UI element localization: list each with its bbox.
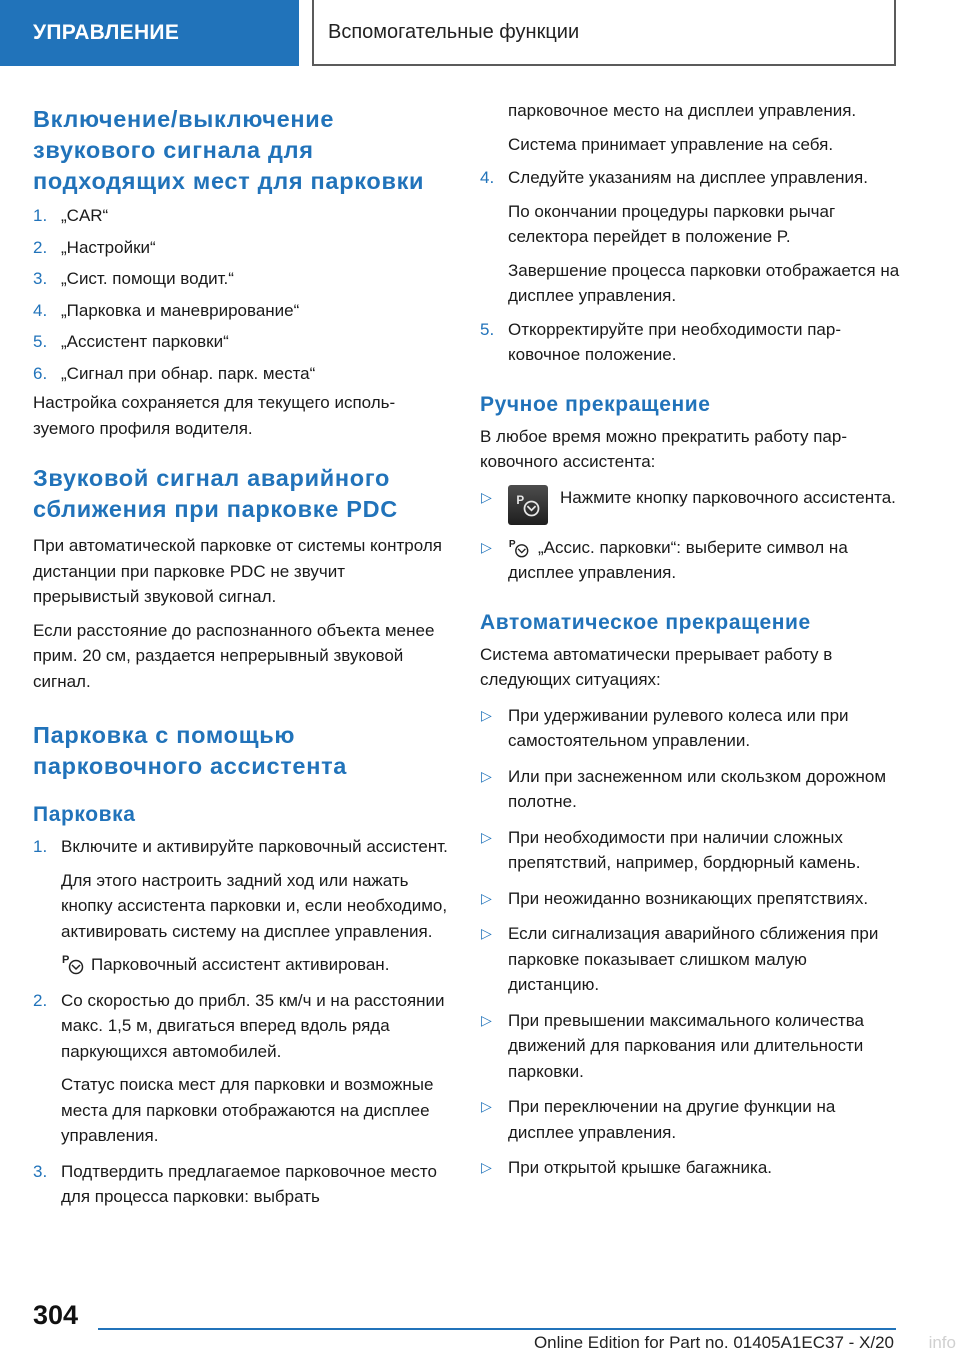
auto-item-text: При необходимости при наличии сложных препятствий, например, бордюрный камень.: [508, 827, 861, 872]
bullet-triangle-icon: ▷: [481, 706, 492, 723]
step3-result: Система принимает управление на себя.: [508, 134, 834, 154]
step-text: „Парковка и маневрирование“: [61, 300, 300, 320]
svg-text:P: P: [516, 493, 525, 507]
section-label: УПРАВЛЕНИЕ: [33, 21, 180, 44]
parking-button-icon: [508, 485, 548, 525]
list-item: [480, 317, 900, 368]
step-number: 3.: [33, 269, 48, 288]
list-item: [33, 266, 448, 292]
step1-detail: Для этого настроить задний ход или нажать кнопку ассистента парковки и, если необходимо, активировать систему на дисплее управления.: [61, 870, 448, 941]
step-number: 2.: [33, 990, 48, 1010]
bullet-triangle-icon: ▷: [481, 488, 492, 505]
manual-bullet-2: [480, 535, 900, 586]
pdc-title: Звуковой сигнал аварийного сближения при парковке PDC: [33, 465, 398, 522]
list-item: [33, 329, 448, 355]
manual-paragraph: В любое время можно прекратить работу парковочного ассистента:: [480, 426, 847, 471]
step-number: 4.: [480, 168, 495, 187]
watermark: info: [928, 1333, 956, 1352]
step4-detail-1: По окончании процедуры парковки рычаг селектора перейдет в положение P.: [508, 201, 836, 246]
auto-item-text: При удерживании рулевого колеса или при самостоятельном управлении.: [508, 705, 849, 750]
chapter-label: Вспомогательные функции: [328, 20, 580, 43]
list-item: [33, 235, 448, 261]
list-item: [33, 203, 448, 229]
step-text: Откорректируйте при необходимости парковочное положение.: [508, 319, 841, 364]
parking-assistant-icon: [61, 952, 85, 976]
auto-paragraph: Система автоматически прерывает работу в следующих ситуациях:: [480, 644, 833, 689]
step-number: 1.: [33, 837, 48, 856]
list-item: [480, 703, 900, 754]
step-text: „Ассистент парковки“: [61, 332, 229, 351]
step-number: 6.: [33, 363, 48, 383]
step1-icon-line: [33, 952, 448, 978]
sound-title: Включение/выключение звукового сигнала для подходящих мест для парковки: [33, 106, 425, 194]
pdc-paragraph-2: Если расстояние до распознанного объекта менее прим. 20 см, раздается непрерывный звуковой сигнал.: [33, 620, 435, 691]
manual-title: Ручное прекращение: [480, 392, 711, 416]
svg-text:P: P: [508, 539, 516, 551]
step-number: 3.: [33, 1161, 48, 1181]
list-item: [33, 834, 448, 860]
section-tab: [0, 0, 299, 66]
auto-item-text: При переключении на другие функции на дисплее управления.: [508, 1097, 836, 1142]
step-text: „Сист. помощи водит.“: [61, 269, 234, 288]
bullet-triangle-icon: ▷: [481, 828, 492, 845]
manual-bullet-2-text: „Ассис. парковки“: выберите символ на дисплее управления.: [508, 537, 848, 582]
manual-bullet-1: [480, 485, 900, 525]
auto-item-text: Или при заснеженном или скользком дорожном полотне.: [508, 766, 887, 811]
bullet-triangle-icon: ▷: [481, 889, 492, 906]
step-text: Включите и активируйте парковочный ассистент.: [61, 837, 448, 856]
step3-continuation: парковочное место на дисплеи управления.: [508, 101, 857, 120]
step-text: Подтвердить предлагаемое парковочное место для процесса парковки: выбрать: [61, 1161, 437, 1206]
auto-item-text: Если сигнализация аварийного сближения при парковке показывает слишком малую дистанцию.: [508, 924, 879, 994]
list-item: [480, 1008, 900, 1085]
bullet-triangle-icon: ▷: [481, 538, 492, 555]
auto-item-text: При превышении максимального количества движений для паркования или длительности парковки.: [508, 1010, 865, 1081]
list-item: [480, 764, 900, 815]
pdc-paragraph-1: При автоматической парковке от системы контроля дистанции при парковке PDC не звучит прерывистый звуковой сигнал.: [33, 536, 442, 606]
list-item: [480, 165, 900, 191]
step-text: „Настройки“: [61, 237, 156, 257]
bullet-triangle-icon: ▷: [481, 1098, 492, 1114]
auto-item-text: При открытой крышке багажника.: [508, 1158, 773, 1177]
step-text: „Сигнал при обнар. парк. места“: [61, 363, 316, 383]
svg-text:P: P: [62, 954, 70, 966]
right-column: [480, 98, 900, 1181]
bullet-triangle-icon: ▷: [481, 1011, 492, 1028]
step1-icon-text: Парковочный ассистент активирован.: [91, 955, 390, 974]
step-text: Со скоростью до прибл. 35 км/ч и на расстоянии макс. 1,5 м, двигаться вперед вдоль ряда паркующихся автомобилей.: [61, 990, 445, 1061]
step-number: 1.: [33, 206, 48, 225]
list-item: [480, 921, 900, 998]
step2-detail: Статус поиска мест для парковки и возможные места для парковки отображаются на дисплее управления.: [61, 1075, 434, 1145]
list-item: [33, 1159, 448, 1210]
sound-note: Настройка сохраняется для текущего используемого профиля водителя.: [33, 393, 396, 438]
manual-bullet-1-text: Нажмите кнопку парковочного ассистента.: [560, 487, 896, 507]
sound-steps: [33, 203, 448, 386]
assist-title: Парковка с помощью парковочного ассистента: [33, 722, 348, 779]
list-item: [480, 886, 900, 912]
step-number: 5.: [33, 332, 48, 351]
left-column: [33, 104, 448, 1210]
parking-subtitle: Парковка: [33, 803, 136, 826]
auto-title: Автоматическое прекращение: [480, 610, 811, 634]
list-item: [480, 825, 900, 876]
step-number: 2.: [33, 237, 48, 257]
list-item: [480, 1094, 900, 1145]
step-text: „CAR“: [61, 206, 109, 225]
chapter-header: [312, 0, 896, 66]
list-item: [480, 1155, 900, 1181]
footer-divider: [98, 1328, 896, 1330]
list-item: [33, 298, 448, 324]
bullet-triangle-icon: ▷: [481, 1159, 492, 1175]
step4-detail-2: Завершение процесса парковки отображается на дисплее управления.: [508, 260, 900, 305]
parking-assistant-icon: [508, 537, 530, 559]
list-item: [33, 988, 448, 1065]
step-number: 5.: [480, 319, 495, 339]
step-text: Следуйте указаниям на дисплее управления.: [508, 168, 868, 187]
auto-item-text: При неожиданно возникающих препятствиях.: [508, 888, 869, 908]
bullet-triangle-icon: ▷: [481, 767, 492, 784]
page-number: 304: [33, 1300, 79, 1330]
edition-note: Online Edition for Part no. 01405A1EC37 - X/20: [533, 1333, 894, 1352]
bullet-triangle-icon: ▷: [481, 925, 492, 941]
step-number: 4.: [33, 300, 48, 320]
list-item: [33, 361, 448, 387]
